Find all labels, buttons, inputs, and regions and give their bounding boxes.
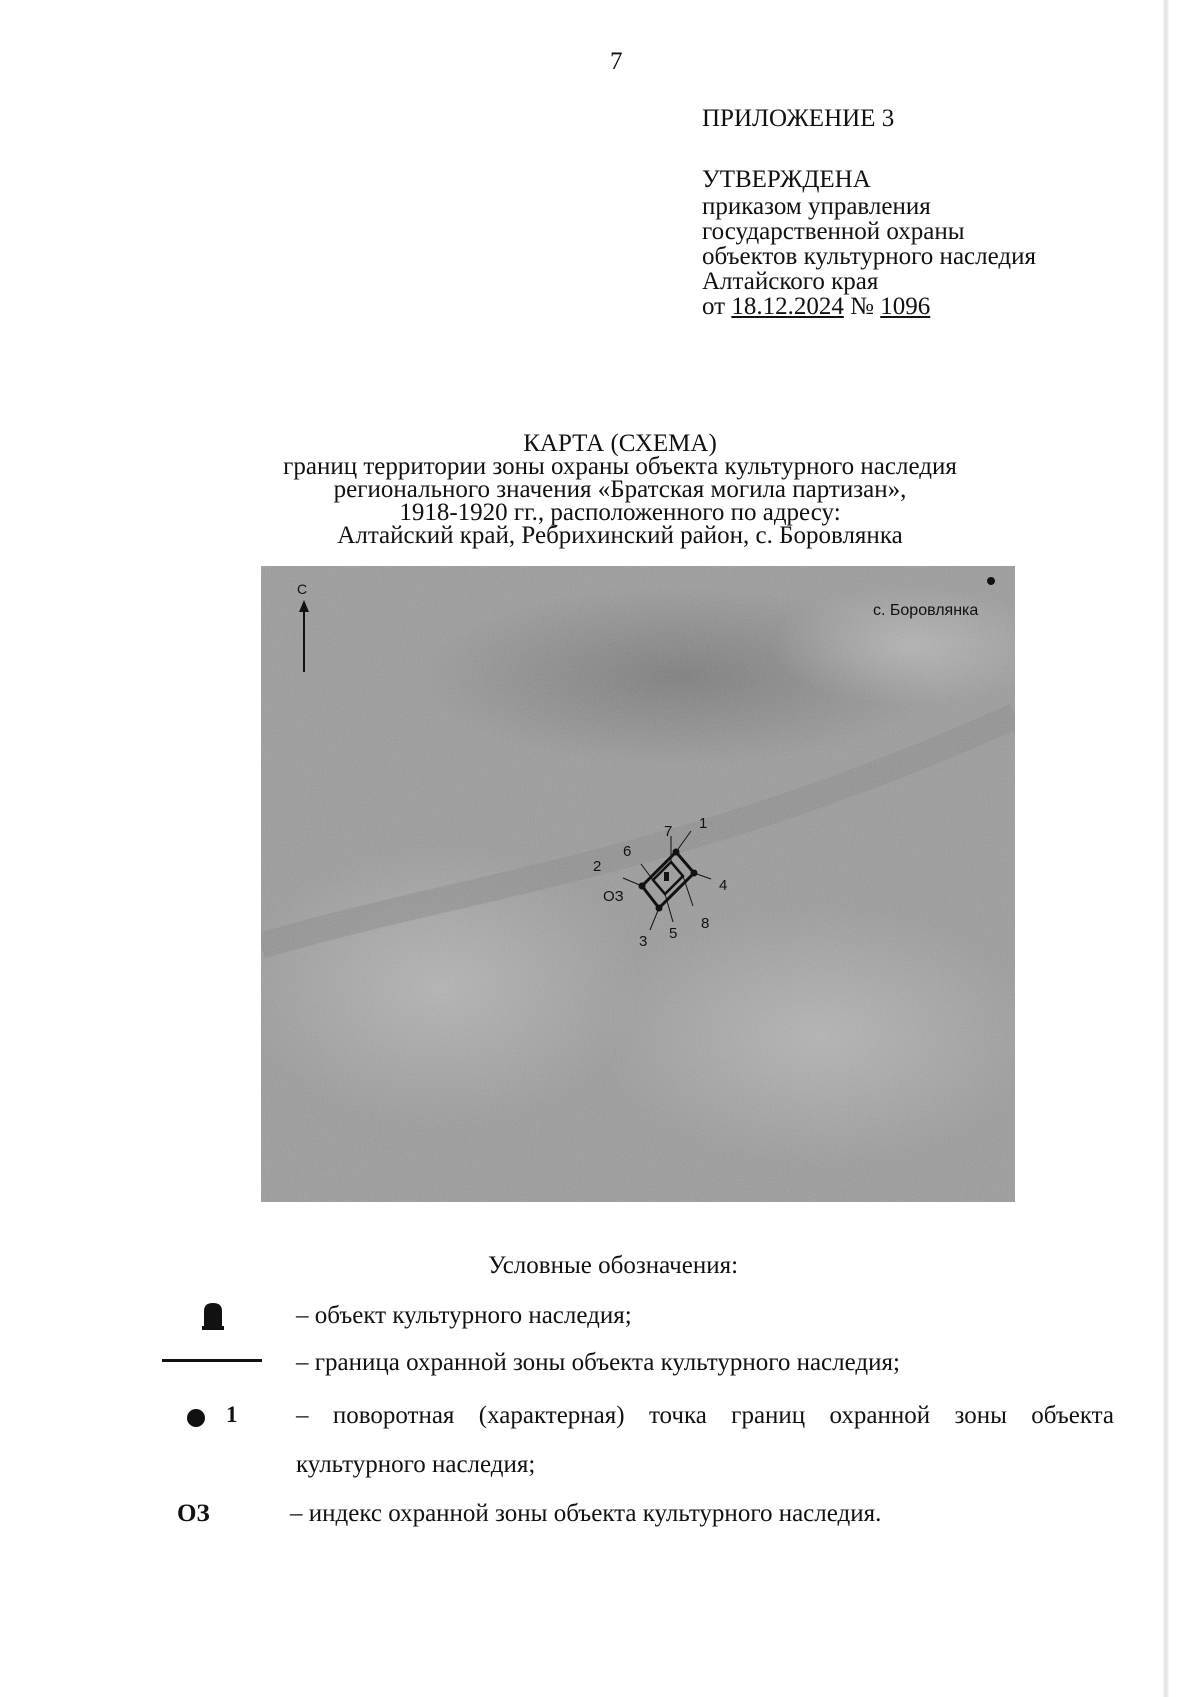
legend-text-zone-index: – индекс охранной зоны объекта культурного наследия. <box>290 1500 882 1527</box>
approval-line: приказом управления <box>702 193 931 220</box>
approval-line: объектов культурного наследия <box>702 243 1036 270</box>
map-heading <box>200 432 1040 547</box>
map-subtitle-line: Алтайский край, Ребрихинский район, с. Боровлянка <box>337 522 903 549</box>
turning-point-icon <box>187 1409 205 1427</box>
point-label-8: 8 <box>701 915 710 932</box>
legend-point-number: 1 <box>226 1402 238 1427</box>
map-subtitle-line: 1918-1920 гг., расположенного по адресу: <box>399 499 841 526</box>
heritage-object-icon <box>202 1302 224 1330</box>
legend-text-boundary: – граница охранной зоны объекта культурного наследия; <box>296 1349 900 1376</box>
point-label-5: 5 <box>669 925 678 942</box>
legend-title: Условные обозначения: <box>488 1252 739 1279</box>
legend-heritage-icon <box>202 1302 224 1330</box>
north-label: С <box>297 581 308 597</box>
approval-line: Алтайского края <box>702 268 879 295</box>
map-subtitle-line: регионального значения «Братская могила партизан», <box>333 476 907 503</box>
order-number: 1096 <box>880 293 931 320</box>
turning-point-4 <box>691 870 698 877</box>
point-label-1: 1 <box>699 815 708 832</box>
point-label-3: 3 <box>639 933 648 950</box>
approval-block <box>702 106 1036 319</box>
legend-text-point-line1: – поворотная (характерная) точка границ охранной зоны объекта <box>296 1402 1114 1429</box>
turning-point-2 <box>639 883 646 890</box>
turning-point-1 <box>673 849 680 856</box>
legend-zone-index: ОЗ <box>177 1500 210 1527</box>
number-prefix: № <box>850 293 874 320</box>
appendix-title: ПРИЛОЖЕНИЕ 3 <box>702 105 895 132</box>
page-edge <box>1163 0 1169 1697</box>
approval-status: УТВЕРЖДЕНА <box>702 166 871 193</box>
legend-text-point-line2: культурного наследия; <box>296 1451 536 1478</box>
approval-date-line <box>702 294 1036 319</box>
point-label-7: 7 <box>664 823 673 840</box>
order-date: 18.12.2024 <box>731 293 844 320</box>
legend-boundary-line <box>162 1359 262 1362</box>
zone-label: ОЗ <box>603 888 624 905</box>
page-number: 7 <box>610 48 623 75</box>
point-label-6: 6 <box>623 843 632 860</box>
map-canvas <box>261 566 1015 1202</box>
point-label-2: 2 <box>593 858 602 875</box>
map-title: КАРТА (СХЕМА) <box>523 430 717 457</box>
date-prefix: от <box>702 293 726 320</box>
point-label-4: 4 <box>719 877 728 894</box>
map-subtitle-line: границ территории зоны охраны объекта культурного наследия <box>283 453 957 480</box>
turning-point-3 <box>656 905 663 912</box>
approval-line: государственной охраны <box>702 218 965 245</box>
village-label: с. Боровлянка <box>873 602 979 619</box>
legend-text-heritage: – объект культурного наследия; <box>296 1302 632 1329</box>
heritage-object-marker <box>664 872 669 881</box>
satellite-map <box>261 566 1015 1202</box>
